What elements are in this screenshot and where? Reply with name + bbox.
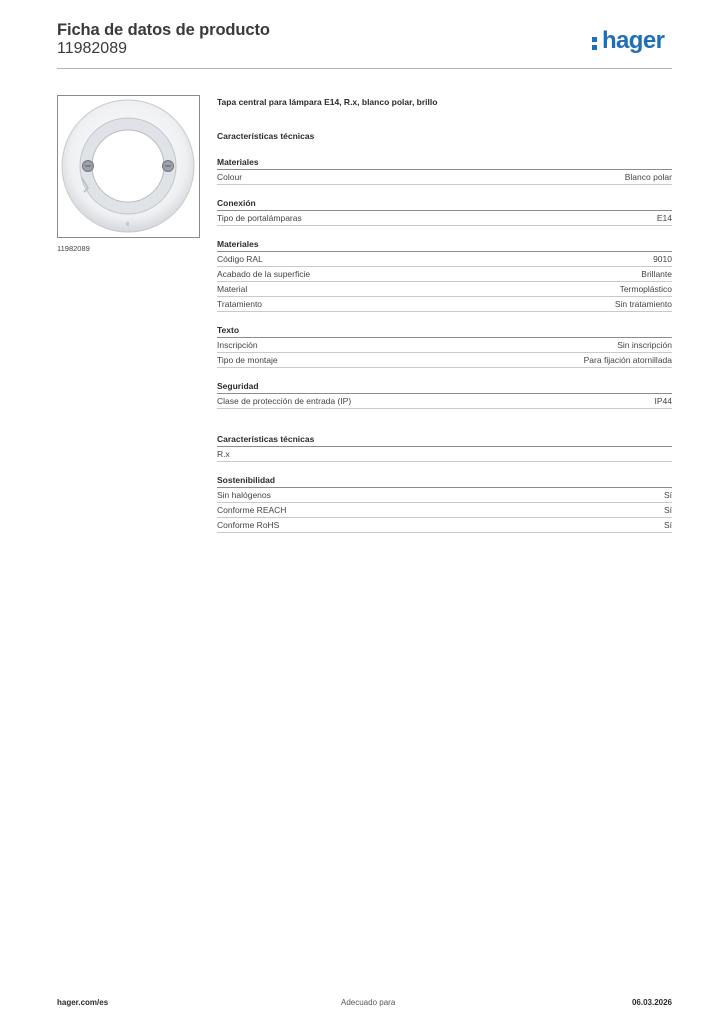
image-caption: 11982089 xyxy=(57,244,90,253)
product-details xyxy=(217,96,672,533)
logo-text: hager xyxy=(602,27,665,54)
group-title-sostenibilidad: Sostenibilidad xyxy=(217,474,672,488)
table-row xyxy=(217,503,672,518)
group-title-seguridad: Seguridad xyxy=(217,380,672,394)
row-label: Colour xyxy=(217,172,243,182)
group-title-texto: Texto xyxy=(217,324,672,338)
row-value: Sí xyxy=(663,490,672,500)
row-label: Código RAL xyxy=(217,254,263,264)
row-label: Tratamiento xyxy=(217,299,263,309)
table-row xyxy=(217,170,672,185)
footer-date: 06.03.2026 xyxy=(631,998,672,1007)
table-row xyxy=(217,282,672,297)
row-label: Tipo de portalámparas xyxy=(217,213,302,223)
hager-logo xyxy=(591,26,675,56)
row-value: Termoplástico xyxy=(619,284,672,294)
group-title-materiales: Materiales xyxy=(217,156,672,170)
table-row xyxy=(217,252,672,267)
row-value: Brillante xyxy=(641,269,672,279)
group-title-materiales-2: Materiales xyxy=(217,238,672,252)
row-label: R.x xyxy=(217,449,230,459)
row-value: Sin tratamiento xyxy=(614,299,672,309)
header-divider xyxy=(57,68,672,69)
section-title-technical: Características técnicas xyxy=(217,131,315,141)
footer-suitable-for: Adecuado para xyxy=(341,998,396,1007)
logo-mark-icon xyxy=(591,30,600,52)
table-row xyxy=(217,267,672,282)
row-value: 9010 xyxy=(653,254,672,264)
table-row xyxy=(217,518,672,533)
row-label: Clase de protección de entrada (IP) xyxy=(217,396,352,406)
row-value: IP44 xyxy=(654,396,672,406)
product-image xyxy=(57,95,200,238)
table-row xyxy=(217,297,672,312)
row-label: Inscripción xyxy=(217,340,258,350)
row-value: Blanco polar xyxy=(624,172,672,182)
row-value: Sí xyxy=(663,520,672,530)
table-row xyxy=(217,394,672,409)
product-name: Tapa central para lámpara E14, R.x, blanco polar, brillo xyxy=(217,97,438,107)
table-row xyxy=(217,211,672,226)
product-number: 11982089 xyxy=(57,40,127,57)
row-label: Conforme RoHS xyxy=(217,520,280,530)
footer-website: hager.com/es xyxy=(57,998,109,1007)
row-label: Material xyxy=(217,284,248,294)
row-label: Sin halógenos xyxy=(217,490,271,500)
table-row xyxy=(217,353,672,368)
row-label: Tipo de montaje xyxy=(217,355,278,365)
section-title-technical-2: Características técnicas xyxy=(217,433,672,447)
table-row xyxy=(217,488,672,503)
row-label: Conforme REACH xyxy=(217,505,287,515)
row-label: Acabado de la superficie xyxy=(217,269,311,279)
row-value: Sí xyxy=(663,505,672,515)
group-title-conexion: Conexión xyxy=(217,197,672,211)
row-value: Para fijación atornillada xyxy=(583,355,672,365)
page-title: Ficha de datos de producto xyxy=(57,21,270,39)
table-row xyxy=(217,338,672,353)
lamp-cover-ring-image xyxy=(58,96,199,237)
row-value: E14 xyxy=(656,213,672,223)
row-value: Sin inscripción xyxy=(617,340,672,350)
table-row xyxy=(217,447,672,462)
